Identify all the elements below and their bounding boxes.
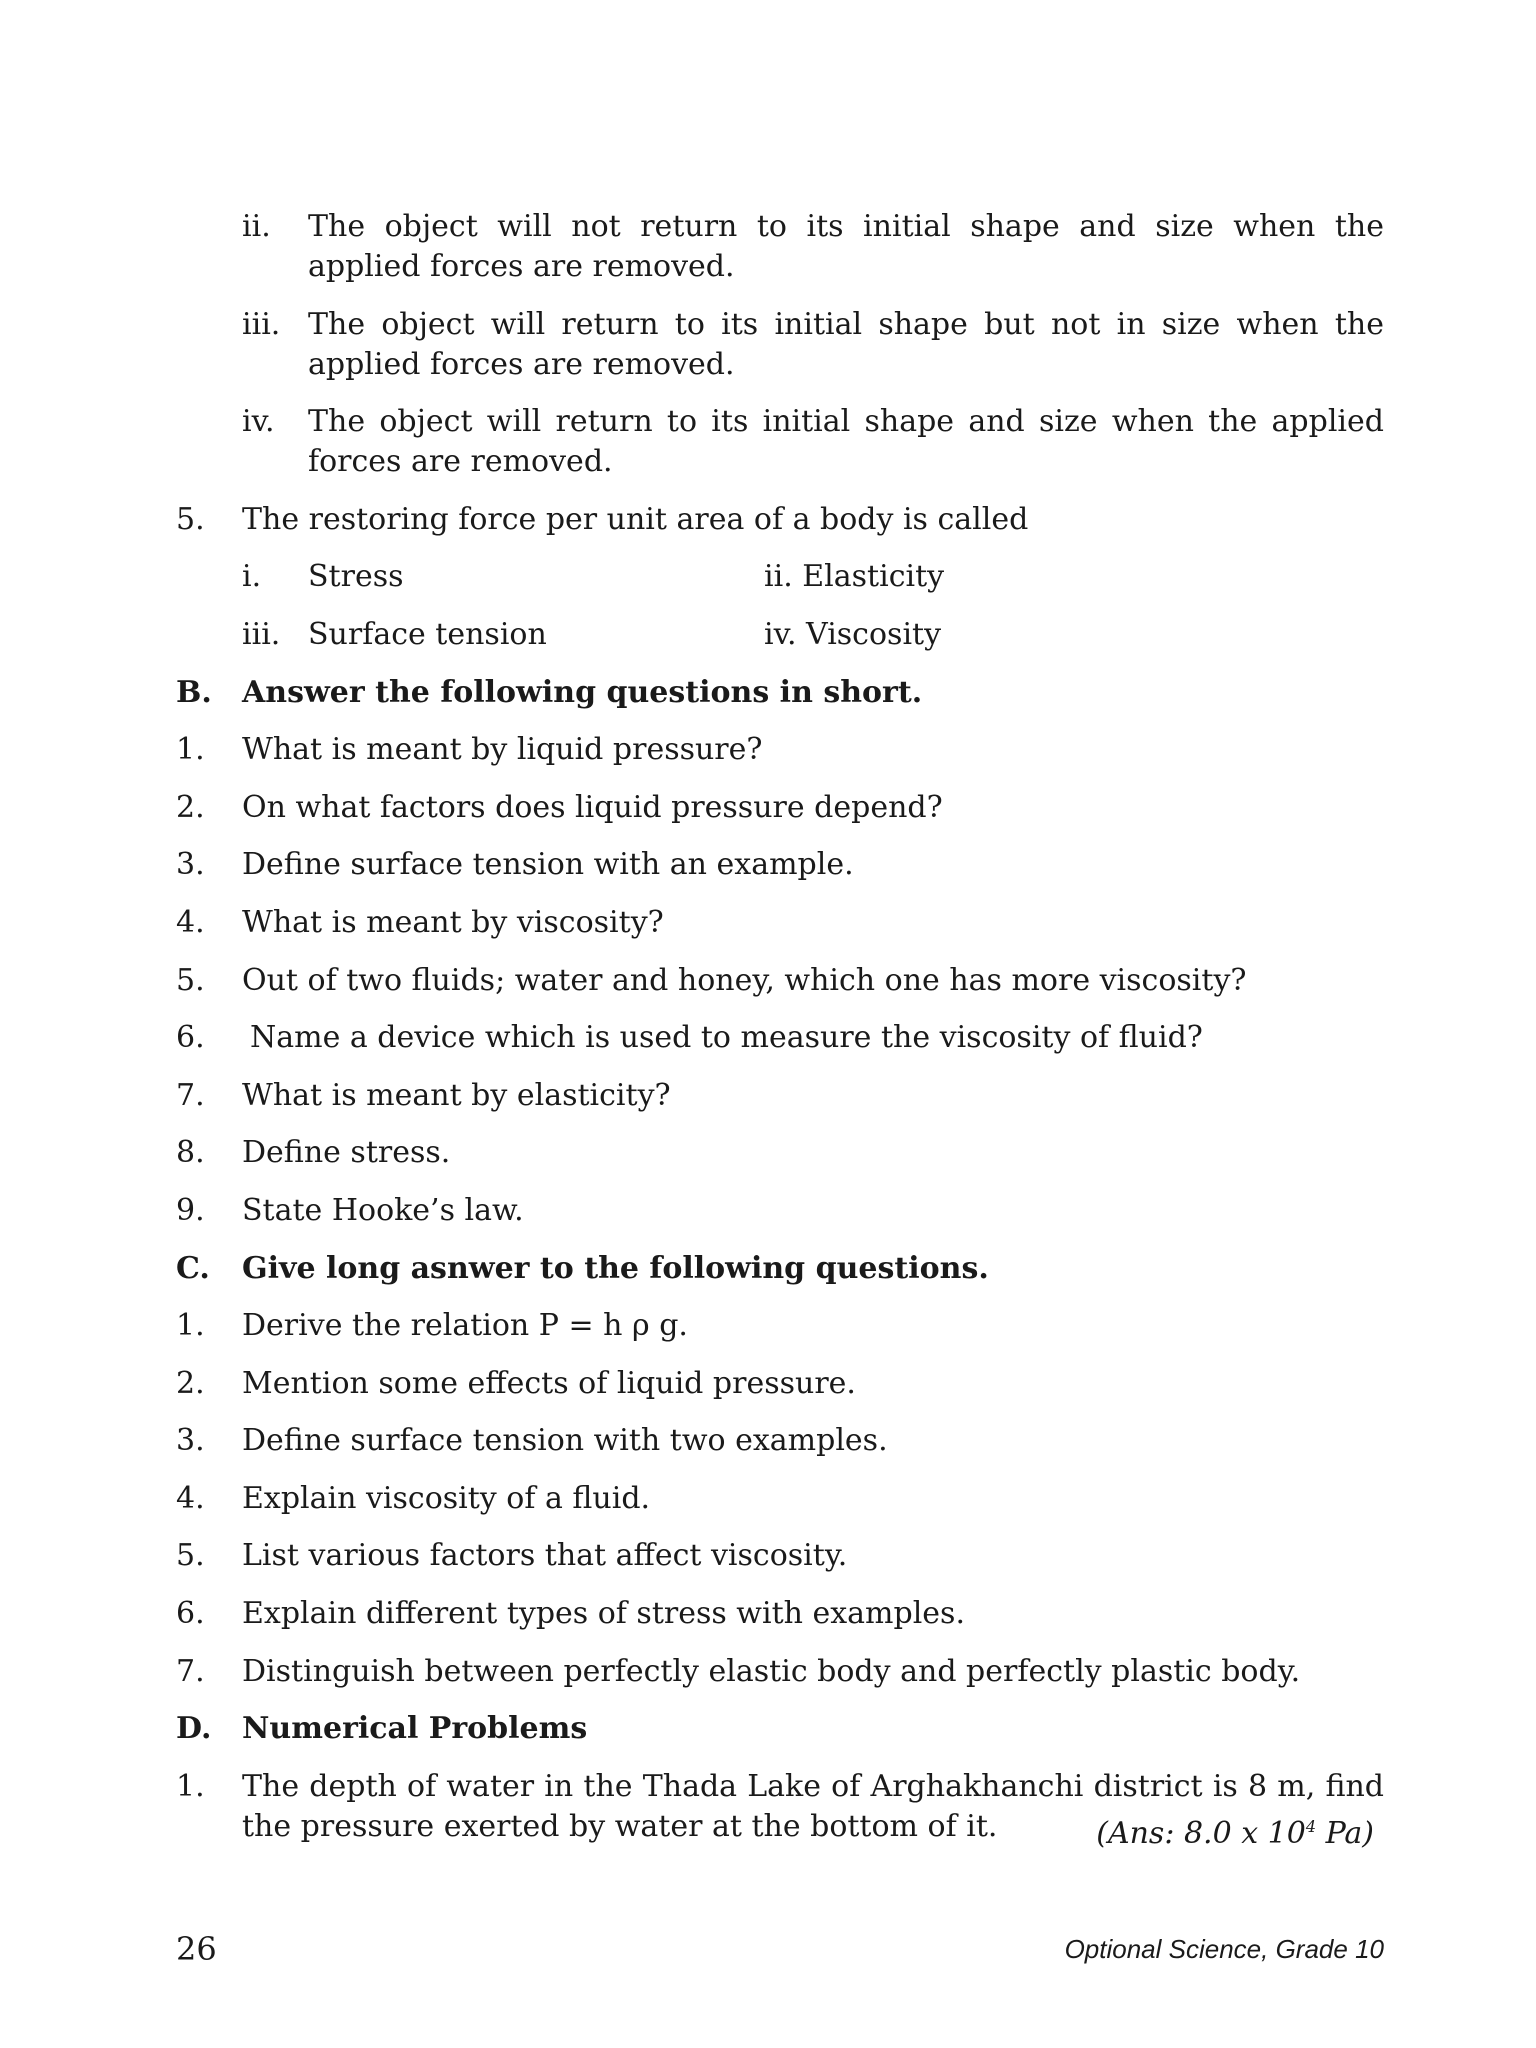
- question-number: 8.: [176, 1135, 205, 1171]
- question-number: 5.: [176, 501, 205, 537]
- question-text: Explain viscosity of a fluid.: [242, 1480, 651, 1516]
- question-text: Distinguish between perfectly elastic body and perfectly plastic body.: [242, 1653, 1301, 1689]
- section-letter: C.: [176, 1250, 210, 1286]
- question-number: 3.: [176, 847, 205, 883]
- question-text: [242, 1767, 1384, 1854]
- option-numeral: ii.: [242, 209, 271, 244]
- option-item: [176, 305, 1384, 385]
- option-item: [176, 207, 1384, 287]
- question-text: Define stress.: [242, 1135, 451, 1171]
- question-text: The restoring force per unit area of a body is called: [242, 501, 1029, 537]
- option-text: Surface tension: [308, 616, 547, 652]
- option-row: [176, 557, 1384, 597]
- question: [176, 788, 1384, 828]
- question-text: What is meant by viscosity?: [242, 904, 664, 940]
- page-number: 26: [176, 1930, 217, 1968]
- question-number: 1.: [176, 1308, 205, 1344]
- question-text: Explain different types of stress with examples.: [242, 1596, 965, 1632]
- question: [176, 1306, 1384, 1346]
- section-heading-c: [176, 1249, 1384, 1289]
- question-number: 1.: [176, 1768, 205, 1804]
- question: [176, 1767, 1384, 1854]
- section-title: Answer the following questions in short.: [242, 674, 923, 710]
- question: [176, 845, 1384, 885]
- question-text: Derive the relation P = h ρ g.: [242, 1308, 688, 1344]
- question-text: Out of two fluids; water and honey, which one has more viscosity?: [242, 962, 1247, 998]
- question-text: On what factors does liquid pressure depend?: [242, 789, 943, 825]
- question-number: 2.: [176, 1365, 205, 1401]
- question: [176, 730, 1384, 770]
- question-number: 2.: [176, 789, 205, 825]
- question-number: 5.: [176, 1538, 205, 1574]
- question-text: Define surface tension with an example.: [242, 847, 854, 883]
- question-text: List various factors that affect viscosity.: [242, 1538, 848, 1574]
- question: [176, 1536, 1384, 1576]
- page-content: [176, 207, 1384, 1871]
- section-heading-b: [176, 673, 1384, 713]
- option-text: The object will return to its initial shape but not in size when the applied forces are removed.: [308, 306, 1384, 382]
- question-number: 6.: [176, 1020, 205, 1056]
- question-text: Name a device which is used to measure the viscosity of fluid?: [250, 1020, 1203, 1056]
- option-text: The object will return to its initial shape and size when the applied forces are removed.: [308, 404, 1384, 480]
- option-text: Stress: [308, 559, 404, 595]
- option-item: [176, 402, 1384, 482]
- question-number: 3.: [176, 1423, 205, 1459]
- question: [176, 1421, 1384, 1461]
- question: [176, 1191, 1384, 1231]
- question-text: What is meant by elasticity?: [242, 1077, 671, 1113]
- option-numeral: iii.: [242, 616, 281, 652]
- option-text: The object will not return to its initial shape and size when the applied forces are removed.: [308, 209, 1384, 284]
- option-numeral: iii.: [242, 306, 281, 342]
- question-number: 4.: [176, 904, 205, 940]
- question-number: 4.: [176, 1480, 205, 1516]
- option-numeral: i.: [242, 559, 262, 595]
- question: [176, 1133, 1384, 1173]
- problem-text: The depth of water in the Thada Lake of Arghakhanchi district is 8 m, find the pressure exerted by water at the bottom of it.: [242, 1768, 1384, 1844]
- question: [176, 903, 1384, 943]
- question-text: State Hooke’s law.: [242, 1192, 524, 1228]
- option-row: [176, 615, 1384, 655]
- section-letter: D.: [176, 1711, 212, 1747]
- section-title: Numerical Problems: [242, 1711, 588, 1747]
- question: [176, 1652, 1384, 1692]
- question-text: Mention some effects of liquid pressure.: [242, 1365, 856, 1401]
- question-number: 9.: [176, 1192, 205, 1228]
- answer: [1096, 1807, 1384, 1854]
- section-letter: B.: [176, 674, 212, 710]
- section-heading-d: [176, 1709, 1384, 1749]
- question-number: 1.: [176, 732, 205, 768]
- answer-text: (Ans: 8.0 x 10: [1096, 1815, 1306, 1851]
- question: [176, 961, 1384, 1001]
- question: [176, 1364, 1384, 1404]
- question-number: 7.: [176, 1653, 205, 1689]
- answer-exponent: 4: [1305, 1816, 1317, 1836]
- question: [176, 1479, 1384, 1519]
- question: [176, 1018, 1384, 1058]
- question: [176, 500, 1384, 540]
- question: [176, 1594, 1384, 1634]
- book-title: Optional Science, Grade 10: [1064, 1933, 1384, 1964]
- question-text: Define surface tension with two examples.: [242, 1423, 888, 1459]
- section-title: Give long asnwer to the following questions.: [242, 1250, 989, 1286]
- option-text: iv. Viscosity: [764, 616, 942, 652]
- question-text: What is meant by liquid pressure?: [242, 732, 763, 768]
- option-numeral: iv.: [242, 404, 275, 440]
- answer-unit: Pa): [1316, 1815, 1374, 1851]
- question-number: 7.: [176, 1077, 205, 1113]
- question: [176, 1076, 1384, 1116]
- question-number: 5.: [176, 962, 205, 998]
- page-footer: [176, 1930, 1384, 1968]
- option-text: ii. Elasticity: [764, 559, 945, 595]
- question-number: 6.: [176, 1596, 205, 1632]
